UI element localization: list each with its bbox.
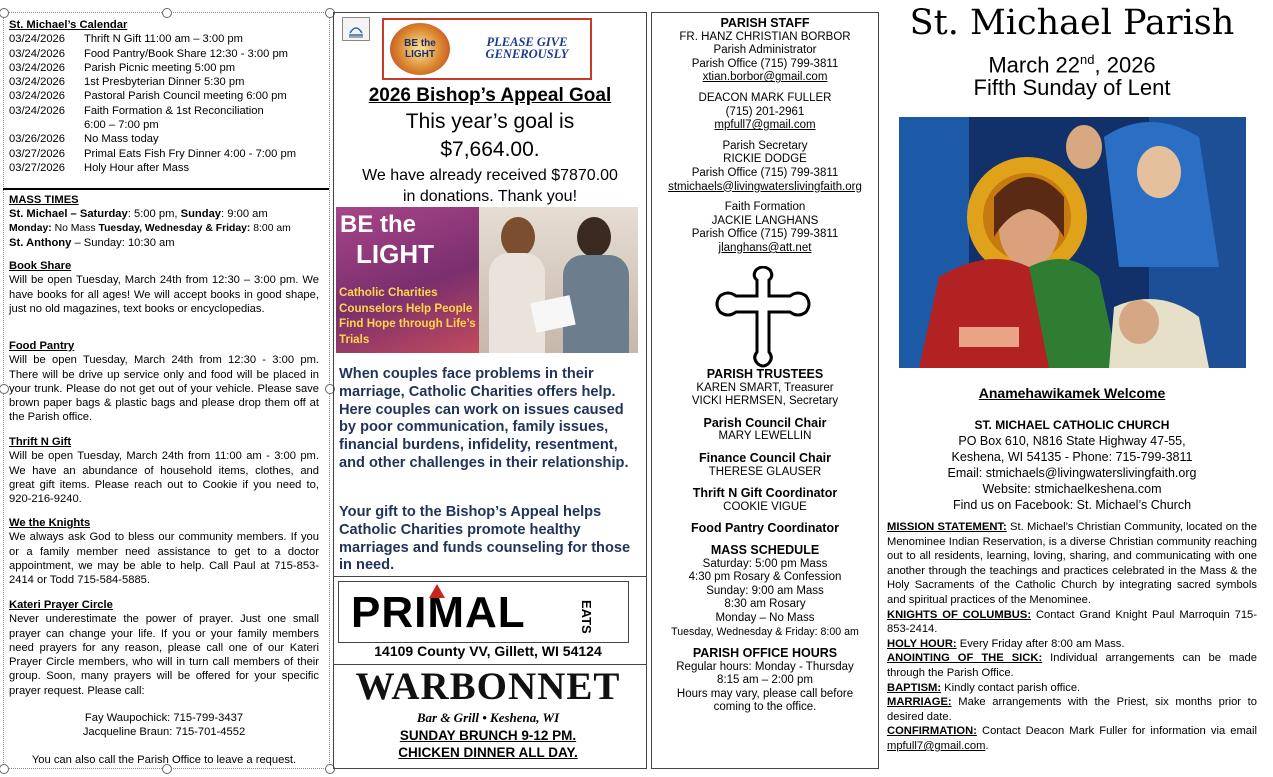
council-name: MARY LEWELLIN bbox=[718, 430, 812, 443]
warbonnet-logo-text: WARBONNET bbox=[355, 665, 621, 708]
deacon-email-link[interactable]: mpfull7@gmail.com bbox=[714, 119, 816, 132]
anointing-label: ANOINTING OF THE SICK: bbox=[887, 652, 1043, 665]
date-text: March 22 bbox=[988, 52, 1081, 78]
calendar-event: 1st Presbyterian Dinner 5:30 pm bbox=[84, 76, 245, 89]
mass-times-section bbox=[9, 193, 319, 250]
holy-hour-info bbox=[887, 637, 1257, 652]
banner-be-text: BE the bbox=[340, 211, 417, 238]
appeal-received-text: in donations. Thank you! bbox=[402, 188, 578, 205]
appeal-paragraph: Your gift to the Bishop’s Appeal helps Catholic Charities promote healthy marriages and funds counseling for those in need. bbox=[339, 504, 631, 574]
marriage-info bbox=[887, 695, 1257, 724]
calendar-section bbox=[9, 18, 319, 175]
calendar-row bbox=[9, 147, 319, 161]
anointing-info bbox=[887, 651, 1257, 680]
calendar-row bbox=[9, 61, 319, 75]
parish-staff-section bbox=[651, 17, 879, 256]
sacraments-section bbox=[887, 520, 1257, 754]
mission-label: MISSION STATEMENT: bbox=[887, 521, 1007, 533]
food-pantry-body: Will be open Tuesday, March 24th from 12:30 - 3:00 pm. There will be drive up service only and food will be placed in your trunk. Please do not get out of your vehicle. Please save brown paper bags & plastic bags and please drop them off at the Parish office. bbox=[9, 354, 319, 424]
mass-schedule-heading: MASS SCHEDULE bbox=[710, 542, 820, 557]
mass-label: St. Anthony bbox=[9, 236, 72, 249]
calendar-event: Faith Formation & 1st Reconciliation bbox=[84, 104, 264, 117]
calendar-row bbox=[9, 75, 319, 89]
calendar-row bbox=[9, 32, 319, 46]
staff-title: Parish Secretary bbox=[722, 139, 808, 152]
parish-title: St. Michael Parish bbox=[909, 3, 1235, 43]
knights-body: We always ask God to bless our community members. If you or a family member need assistance to get to a doctor appointment, we may be able to help. Call Paul at 715-853-2414 or Todd 715-584-5885. bbox=[9, 531, 319, 587]
holy-hour-text: Every Friday after 8:00 am Mass. bbox=[956, 637, 1125, 650]
confirmation-info bbox=[887, 724, 1257, 753]
staff-name: JACKIE LANGHANS bbox=[711, 214, 819, 227]
staff-title: Parish Administrator bbox=[713, 44, 817, 57]
trustees-section bbox=[651, 368, 879, 715]
cross-icon bbox=[708, 266, 818, 368]
finance-name: THERESE GLAUSER bbox=[708, 465, 822, 478]
mass-schedule-line: Tuesday, Wednesday & Friday: 8:00 am bbox=[671, 625, 859, 638]
counseling-banner-image bbox=[336, 207, 638, 353]
mass-value: : 5:00 pm, bbox=[127, 208, 181, 221]
office-hours-line: Regular hours: Monday - Thursday bbox=[676, 660, 854, 673]
church-name: ST. MICHAEL CATHOLIC CHURCH bbox=[974, 418, 1170, 432]
prayer-footer: You can also call the Parish Office to leave a request. bbox=[31, 753, 297, 766]
book-share-section bbox=[9, 259, 319, 316]
trustee-name: VICKI HERMSEN, Secretary bbox=[691, 395, 839, 408]
calendar-row bbox=[9, 132, 319, 146]
appeal-received-text: We have already received $7870.00 bbox=[362, 167, 618, 184]
staff-name: FR. HANZ CHRISTIAN BORBOR bbox=[679, 30, 851, 43]
mass-schedule-line: 4:30 pm Rosary & Confession bbox=[688, 571, 842, 584]
mass-times-heading: MASS TIMES bbox=[9, 194, 79, 206]
confirmation-end: . bbox=[985, 739, 989, 752]
pantry-coordinator-heading: Food Pantry Coordinator bbox=[691, 521, 839, 536]
calendar-row bbox=[9, 89, 319, 103]
mass-label: St. Michael – Saturday bbox=[9, 208, 128, 221]
thrift-section bbox=[9, 435, 319, 506]
holy-hour-label: HOLY HOUR: bbox=[887, 637, 957, 650]
calendar-event: No Mass today bbox=[84, 133, 159, 146]
church-address: PO Box 610, N816 State Highway 47-55, bbox=[958, 434, 1186, 448]
food-pantry-heading: Food Pantry bbox=[9, 340, 75, 352]
warbonnet-subtitle: Bar & Grill • Keshena, WI bbox=[416, 710, 560, 725]
confirmation-text: Contact Deacon Mark Fuller for information via email bbox=[976, 725, 1257, 738]
calendar-date: 03/26/2026 bbox=[9, 133, 65, 146]
knights-info bbox=[887, 608, 1257, 637]
primal-eats-side-text: EATS bbox=[579, 600, 594, 634]
calendar-row bbox=[9, 104, 319, 118]
appeal-goal-text: This year’s goal is bbox=[405, 110, 575, 133]
mass-times-line bbox=[9, 236, 319, 250]
divider bbox=[333, 576, 647, 577]
staff-phone: Parish Office (715) 799-3811 bbox=[691, 166, 839, 179]
baptism-text: Kindly contact parish office. bbox=[941, 681, 1081, 694]
primal-address: 14109 County VV, Gillett, WI 54124 bbox=[374, 643, 602, 659]
prayer-heading: Kateri Prayer Circle bbox=[9, 599, 113, 611]
date-year: , 2026 bbox=[1094, 52, 1156, 78]
thrift-coordinator-name: COOKIE VIGUE bbox=[723, 500, 807, 513]
staff-phone: Parish Office (715) 799-3811 bbox=[691, 228, 839, 241]
food-pantry-section bbox=[9, 339, 319, 425]
calendar-list bbox=[9, 32, 319, 175]
office-hours-line: coming to the office. bbox=[713, 701, 817, 714]
marriage-text: Make arrangements with the Priest, six months prior to desired date. bbox=[887, 696, 1257, 723]
calendar-date: 03/24/2026 bbox=[9, 104, 65, 117]
mass-schedule-line: Sunday: 9:00 am Mass bbox=[706, 584, 824, 597]
staff-title: Faith Formation bbox=[724, 201, 806, 214]
logo-text: LIGHT bbox=[405, 49, 435, 60]
calendar-event: Holy Hour after Mass bbox=[84, 161, 190, 174]
staff-phone: Parish Office (715) 799-3811 bbox=[691, 57, 839, 70]
appeal-goal-heading: 2026 Bishop’s Appeal Goal bbox=[368, 85, 612, 106]
mission-statement bbox=[887, 520, 1257, 608]
calendar-date: 03/27/2026 bbox=[9, 161, 65, 174]
calendar-heading: St. Michael’s Calendar bbox=[9, 19, 128, 31]
mass-value: : 9:00 am bbox=[221, 208, 268, 221]
couple-photo-icon bbox=[479, 207, 638, 353]
office-hours-line: Hours may vary, please call before bbox=[676, 687, 854, 700]
calendar-event: Food Pantry/Book Share 12:30 - 3:00 pm bbox=[84, 47, 288, 60]
resize-handle-top-center[interactable] bbox=[162, 8, 172, 18]
banner-caption: Catholic Charities Counselors Help People Find Hope through Life’s Trials bbox=[339, 286, 476, 346]
pastor-email-link[interactable]: xtian.borbor@gmail.com bbox=[702, 71, 828, 84]
book-share-body: Will be open Tuesday, March 24th from 12:30 – 3:00 pm. We have books for all ages! We will accept books in good shape, just no old magazines, text books or encyclopedias. bbox=[9, 274, 319, 315]
calendar-event: Pastoral Parish Council meeting 6:00 pm bbox=[84, 90, 287, 103]
baptism-label: BAPTISM: bbox=[887, 681, 942, 694]
calendar-date: 03/24/2026 bbox=[9, 90, 65, 103]
anointing-text: Individual arrangements can be made through the Parish Office. bbox=[887, 652, 1257, 679]
thrift-coordinator-heading: Thrift N Gift Coordinator bbox=[692, 486, 838, 501]
prayer-contact: Jacqueline Braun: 715-701-4552 bbox=[82, 726, 246, 739]
logo-text: BE the bbox=[404, 38, 436, 49]
calendar-event: Thrift N Gift 11:00 am – 3:00 pm bbox=[84, 33, 243, 46]
mass-value: No Mass bbox=[54, 222, 99, 234]
trustee-name: KAREN SMART, Treasurer bbox=[696, 381, 834, 394]
thrift-heading: Thrift N Gift bbox=[9, 436, 72, 448]
stained-glass-image bbox=[899, 117, 1246, 368]
prayer-section bbox=[9, 598, 319, 767]
church-contact bbox=[887, 417, 1257, 513]
mass-schedule-line: Monday – No Mass bbox=[715, 611, 815, 624]
mass-times-line bbox=[9, 222, 319, 236]
mass-label: Monday: bbox=[9, 222, 55, 234]
calendar-event: Parish Picnic meeting 5:00 pm bbox=[84, 61, 236, 74]
mass-value: – Sunday: 10:30 am bbox=[71, 236, 175, 249]
office-hours-heading: PARISH OFFICE HOURS bbox=[692, 646, 838, 661]
baptism-info bbox=[887, 681, 1257, 696]
calendar-date: 03/24/2026 bbox=[9, 47, 65, 60]
primal-logo-text: PRIMAL bbox=[351, 588, 526, 637]
mass-schedule-line: 8:30 am Rosary bbox=[724, 598, 806, 611]
calendar-event: 6:00 – 7:00 pm bbox=[84, 119, 159, 132]
koc-label: KNIGHTS OF COLUMBUS: bbox=[887, 608, 1032, 621]
mass-label: Tuesday, Wednesday & Friday: bbox=[98, 222, 254, 234]
prayer-body: Never underestimate the power of prayer. Just one small prayer can change your life. If you or your family members need prayers for any reason, please call one of our Kateri Prayer Circle members, who will in turn call members of their group. Soon, many prayers will be offered for your specific prayer request. Please call: bbox=[9, 613, 319, 697]
trustees-heading: PARISH TRUSTEES bbox=[706, 367, 824, 381]
warbonnet-dinner: CHICKEN DINNER ALL DAY. bbox=[398, 745, 578, 760]
book-share-heading: Book Share bbox=[9, 260, 72, 272]
council-heading: Parish Council Chair bbox=[703, 415, 827, 430]
calendar-date: 03/27/2026 bbox=[9, 147, 65, 160]
divider bbox=[3, 188, 329, 190]
calendar-row bbox=[9, 161, 319, 175]
liturgical-day: Fifth Sunday of Lent bbox=[973, 75, 1171, 100]
staff-phone: (715) 201-2961 bbox=[725, 105, 805, 118]
calendar-event: Primal Eats Fish Fry Dinner 4:00 - 7:00 pm bbox=[84, 147, 297, 160]
calendar-date bbox=[9, 118, 84, 132]
resize-handle-bottom-left[interactable] bbox=[0, 764, 9, 774]
welcome-heading: Anamehawikamek Welcome bbox=[978, 385, 1166, 401]
banner-light-text: LIGHT bbox=[356, 239, 434, 269]
finance-heading: Finance Council Chair bbox=[699, 450, 831, 465]
church-facebook: Find us on Facebook: St. Michael’s Church bbox=[952, 498, 1192, 512]
date-suffix: nd bbox=[1080, 52, 1095, 67]
calendar-row bbox=[9, 118, 319, 132]
koc-text: Contact Grand Knight Paul Marroquin 715-853-2414. bbox=[887, 608, 1257, 636]
calendar-date: 03/24/2026 bbox=[9, 61, 65, 74]
staff-heading: PARISH STAFF bbox=[720, 16, 810, 30]
appeal-logo-banner bbox=[382, 18, 592, 80]
primal-arrow-icon bbox=[429, 584, 445, 598]
office-hours-line: 8:15 am – 2:00 pm bbox=[717, 674, 813, 687]
appeal-goal-amount: $7,664.00. bbox=[440, 138, 540, 161]
appeal-paragraph: When couples face problems in their marriage, Catholic Charities offers help. Here couples can work on issues caused by poor communication, family issues, financial burdens, infidelity, resentment, and other challenges in their relationship. bbox=[339, 366, 629, 471]
staff-name: DEACON MARK FULLER bbox=[698, 91, 832, 104]
mass-times-line bbox=[9, 207, 319, 221]
church-address: Keshena, WI 54135 - Phone: 715-799-3811 bbox=[951, 450, 1193, 464]
mass-schedule-line: Saturday: 5:00 pm Mass bbox=[702, 557, 828, 570]
layout-options-icon[interactable] bbox=[342, 17, 370, 41]
confirmation-label: CONFIRMATION: bbox=[887, 725, 977, 738]
knights-heading: We the Knights bbox=[9, 517, 91, 529]
prayer-contact: Fay Waupochick: 715-799-3437 bbox=[84, 712, 244, 725]
calendar-date: 03/24/2026 bbox=[9, 76, 65, 89]
please-give-text: PLEASE GIVE GENEROUSLY bbox=[485, 35, 569, 61]
calendar-row bbox=[9, 47, 319, 61]
knights-section bbox=[9, 516, 319, 587]
marriage-label: MARRIAGE: bbox=[887, 696, 952, 709]
secretary-email-link[interactable]: stmichaels@livingwaterslivingfaith.org bbox=[668, 180, 862, 193]
warbonnet-brunch: SUNDAY BRUNCH 9-12 PM. bbox=[399, 728, 577, 743]
calendar-date: 03/24/2026 bbox=[9, 33, 65, 46]
appeal-goal-section bbox=[333, 84, 647, 207]
confirmation-email-link[interactable]: mpfull7@gmail.com bbox=[887, 739, 986, 752]
mass-label: Sunday bbox=[180, 208, 222, 221]
primal-eats-logo bbox=[338, 581, 629, 643]
be-the-light-logo-icon bbox=[390, 23, 450, 75]
mission-text: St. Michael’s Christian Community, located on the Menominee Indian Reservation, is a diverse Christian community reaching out to all residents, learning, loving, sharing, and communicating with one another through the teachings and practices celebrated in the Mass & the Holy Sacraments of the Catholic Church by integrating sacred symbols and spiritual practices of the Menominee. bbox=[887, 521, 1257, 606]
mass-value: 8:00 am bbox=[253, 222, 291, 234]
church-email: Email: stmichaels@livingwaterslivingfaith.org bbox=[947, 466, 1197, 480]
staff-name: RICKIE DODGE bbox=[723, 153, 807, 166]
thrift-body: Will be open Tuesday, March 24th from 11:00 am - 3:00 pm. We have an abundance of household items, clothes, and great gift items. Please reach out to Cookie if you need to, 920-216-9240. bbox=[9, 450, 319, 506]
church-website: Website: stmichaelkeshena.com bbox=[982, 482, 1162, 496]
ff-email-link[interactable]: jlanghans@att.net bbox=[718, 241, 812, 254]
